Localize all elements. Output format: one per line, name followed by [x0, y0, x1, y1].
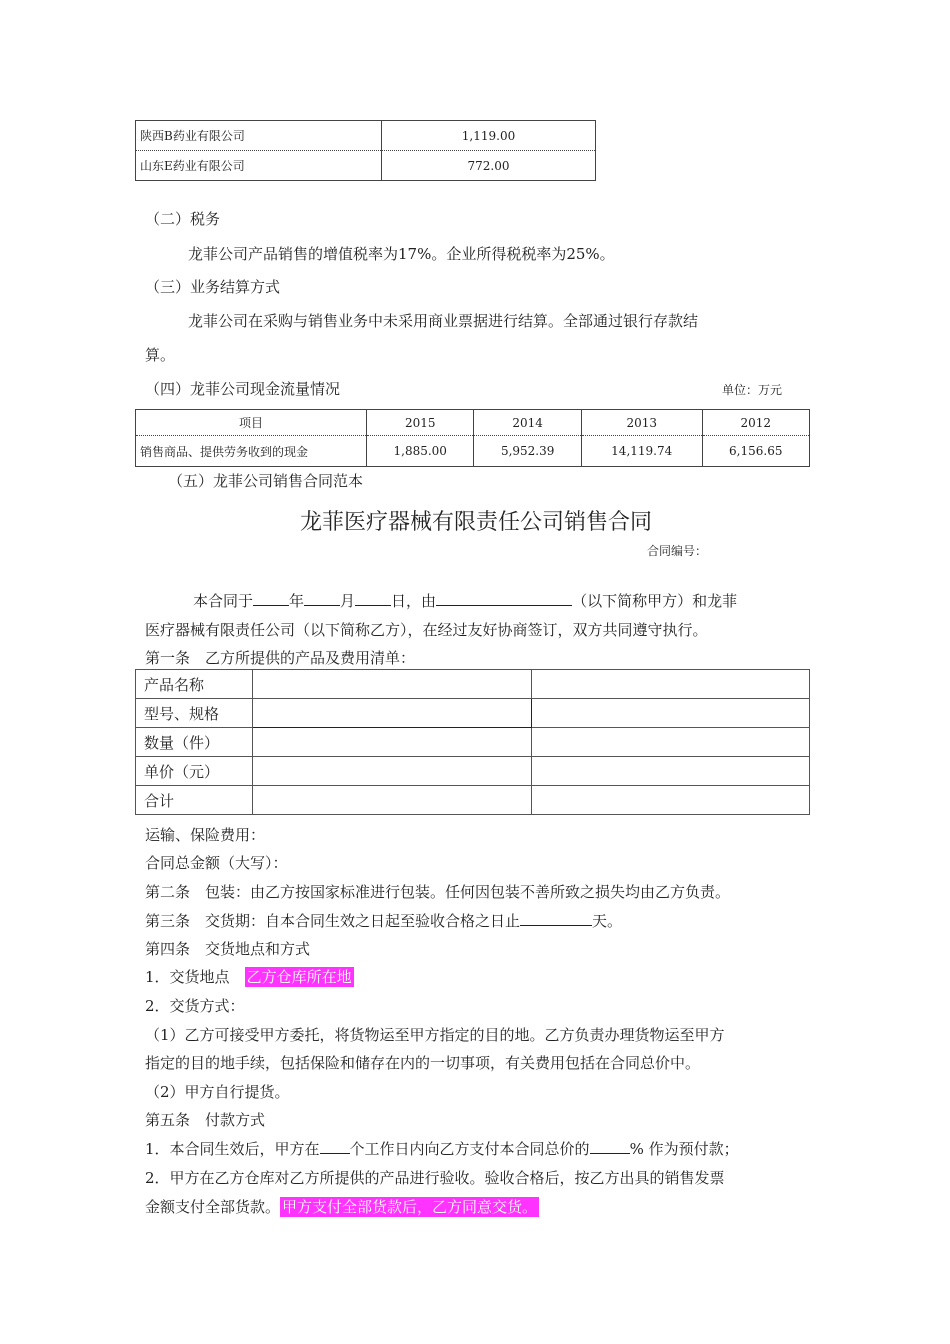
column-header: 2012: [702, 410, 809, 436]
contract-intro-line1: [193, 590, 737, 611]
highlighted-text: 乙方仓库所在地: [246, 968, 352, 986]
payment-1: [145, 1138, 739, 1159]
table-header-row: [136, 410, 810, 436]
column-header: 项目: [136, 410, 367, 436]
table-cell: 5,952.39: [474, 436, 581, 467]
contract-intro-line2: 医疗器械有限责任公司（以下简称乙方），在经过友好协商签订，双方共同遵守执行。: [145, 621, 708, 639]
table-cell[interactable]: [253, 670, 532, 699]
article-2: 第二条 包装：由乙方按国家标准进行包装。任何因包装不善所致之损失均由乙方负责。: [145, 883, 731, 901]
delivery-location-label: 1．交货地点: [145, 968, 230, 986]
article-1: 第一条 乙方所提供的产品及费用清单：: [145, 649, 416, 667]
option-2: （2）甲方自行提货。: [145, 1083, 290, 1101]
article-4: 第四条 交货地点和方式: [145, 940, 311, 958]
payment-text: 金额支付全部货款。: [145, 1198, 281, 1216]
table-row: [136, 757, 810, 786]
column-header: 2014: [474, 410, 581, 436]
table-row: [136, 670, 810, 699]
highlighted-text: 甲方支付全部货款后，乙方同意交货。: [282, 1198, 538, 1216]
delivery-location: [145, 966, 354, 987]
article-3-text: 第三条 交货期：自本合同生效之日起至验收合格之日止: [145, 912, 521, 930]
table-row: [136, 151, 596, 181]
product-row-label: 数量（件）: [136, 728, 253, 757]
table-cell[interactable]: [532, 699, 810, 728]
table-cell[interactable]: [253, 757, 532, 786]
year-blank[interactable]: [253, 591, 289, 606]
intro-text: 日，由: [391, 592, 437, 610]
article-5: 第五条 付款方式: [145, 1111, 266, 1129]
cashflow-unit: 单位：万元: [722, 383, 783, 397]
product-row-label: 产品名称: [136, 670, 253, 699]
row-label: 销售商品、提供劳务收到的现金: [136, 436, 367, 467]
supplier-value: 1,119.00: [382, 121, 596, 151]
party-a-blank[interactable]: [436, 591, 572, 606]
month-blank[interactable]: [304, 591, 340, 606]
table-cell: 6,156.65: [702, 436, 809, 467]
column-header: 2013: [581, 410, 702, 436]
total-line: 合同总金额（大写）：: [145, 854, 288, 872]
days-blank[interactable]: [520, 911, 592, 926]
contract-title: 龙菲医疗器械有限责任公司销售合同: [300, 510, 653, 535]
payment-text: 1．本合同生效后，甲方在: [145, 1140, 320, 1158]
table-row: [136, 728, 810, 757]
settlement-heading: （三）业务结算方式: [145, 278, 281, 296]
table-cell[interactable]: [532, 728, 810, 757]
cashflow-table: [135, 409, 810, 467]
cashflow-heading: （四）龙菲公司现金流量情况: [145, 380, 341, 398]
supplier-name: 山东E药业有限公司: [136, 151, 382, 181]
table-row: [136, 786, 810, 815]
product-row-label: 合计: [136, 786, 253, 815]
article-3-text: 天。: [592, 912, 623, 930]
table-cell[interactable]: [253, 786, 532, 815]
table-cell[interactable]: [532, 757, 810, 786]
supplier-table: [135, 120, 596, 181]
sample-heading: （五）龙菲公司销售合同范本: [168, 472, 364, 490]
transport-line: 运输、保险费用：: [145, 826, 266, 844]
tax-text: 龙菲公司产品销售的增值税率为17%。企业所得税税率为25%。: [188, 245, 615, 263]
table-cell: 1,885.00: [367, 436, 474, 467]
intro-text: 月: [340, 592, 356, 610]
table-row: [136, 436, 810, 467]
option-1-line1: （1）乙方可接受甲方委托，将货物运至甲方指定的目的地。乙方负责办理货物运至甲方: [145, 1026, 725, 1044]
settlement-text-line2: 算。: [145, 346, 176, 364]
table-cell[interactable]: [253, 728, 532, 757]
intro-text: 本合同于: [193, 592, 254, 610]
supplier-name: 陕西B药业有限公司: [136, 121, 382, 151]
column-header: 2015: [367, 410, 474, 436]
product-table: [135, 669, 810, 815]
product-row-label: 型号、规格: [136, 699, 253, 728]
tax-heading: （二）税务: [145, 210, 221, 228]
percent-blank[interactable]: [590, 1139, 630, 1154]
table-row: [136, 121, 596, 151]
table-cell: 14,119.74: [581, 436, 702, 467]
table-cell[interactable]: [253, 699, 532, 728]
payment-text: % 作为预付款；: [629, 1140, 739, 1158]
payment-2-line2: [145, 1196, 539, 1217]
delivery-method: 2．交货方式：: [145, 997, 245, 1015]
intro-text: （以下简称甲方）和龙菲: [572, 592, 738, 610]
contract-number-label: 合同编号：: [647, 544, 708, 558]
table-cell[interactable]: [532, 786, 810, 815]
table-row: [136, 699, 810, 728]
table-cell[interactable]: [532, 670, 810, 699]
intro-text: 年: [289, 592, 305, 610]
product-row-label: 单价（元）: [136, 757, 253, 786]
settlement-text-line1: 龙菲公司在采购与销售业务中未采用商业票据进行结算。全部通过银行存款结: [188, 312, 699, 330]
workdays-blank[interactable]: [320, 1139, 350, 1154]
payment-text: 个工作日内向乙方支付本合同总价的: [349, 1140, 590, 1158]
article-3: [145, 910, 622, 931]
option-1-line2: 指定的目的地手续，包括保险和储存在内的一切事项，有关费用包括在合同总价中。: [145, 1054, 701, 1072]
payment-2-line1: 2．甲方在乙方仓库对乙方所提供的产品进行验收。验收合格后，按乙方出具的销售发票: [145, 1169, 725, 1187]
supplier-value: 772.00: [382, 151, 596, 181]
day-blank[interactable]: [355, 591, 391, 606]
